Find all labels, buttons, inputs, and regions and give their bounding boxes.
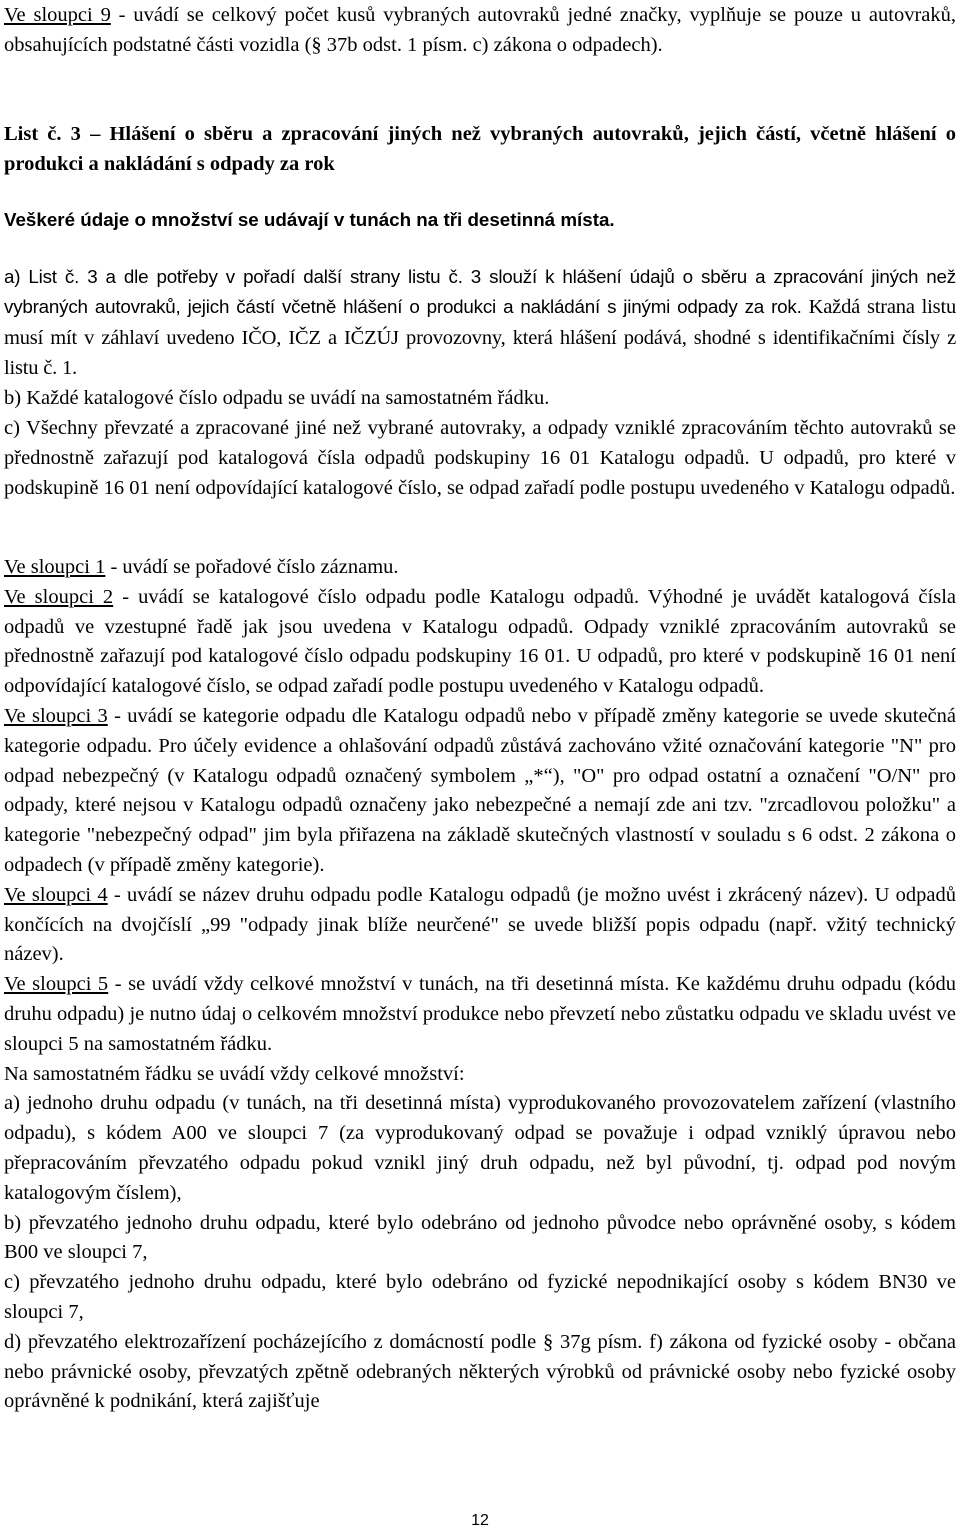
column-5-item-d: d) převzatého elektrozařízení pocházejícího z domácností podle § 37g písm. f) zákona od fyzické osoby - občana nebo právnické osoby, převzatých zpětně odebraných některých výrobků od právnické osoby nebo fyzické osoby oprávněné k podnikání, která zajišťuje [4, 1330, 956, 1413]
instruction-a-text-2: Každá strana listu musí mít v záhlaví uvedeno IČO, IČZ a IČZÚJ provozovny, která hlášení podává, shodné s identifikačními čísly z listu č. 1. [4, 295, 956, 380]
column-1-description [4, 553, 956, 583]
col5-label: Ve sloupci 5 [4, 973, 109, 996]
paragraph-col9 [4, 1, 956, 61]
column-5-description [4, 970, 956, 1059]
column-5-item-c: c) převzatého jednoho druhu odpadu, které bylo odebráno od fyzické nepodnikající osoby s kódem BN30 ve sloupci 7, [4, 1271, 956, 1323]
instruction-a [4, 262, 956, 384]
col2-text: - uvádí se katalogové číslo odpadu podle Katalogu odpadů. Výhodné je uvádět katalogová čísla odpadů ve vzestupné řadě jak jsou uvedena v Katalogu odpadů. Odpady vzniklé zpracováním autovraků se přednostně zařazují pod katalogové číslo odpadu podskupiny 16 01. U odpadů, pro které v podskupině 16 01 není odpovídající katalogové číslo, se odpad zařadí podle postupu uvedeného v Katalogu odpadů. [4, 585, 956, 698]
col4-text: - uvádí se název druhu odpadu podle Katalogu odpadů (je možno uvést i zkrácený název). U odpadů končících na dvojčíslí „99 "odpady jinak blíže neurčené" se uvede bližší popis odpadu (např. vžitý technický název). [4, 883, 956, 966]
units-note: Veškeré údaje o množství se udávají v tunách na tři desetinná místa. [4, 209, 615, 230]
column-2-description [4, 583, 956, 702]
col1-label: Ve sloupci 1 [4, 556, 106, 578]
instruction-a-text: a) List č. 3 a dle potřeby v pořadí další strany listu č. 3 slouží k hlášení údajů o sběru a zpracování jiných než vybraných autovraků, jejich částí včetně hlášení o produkci a nakládání s jinými odpady za rok. [4, 266, 956, 317]
col9-text: - uvádí se celkový počet kusů vybraných autovraků jedné značky, vyplňuje se pouze u autovraků, obsahujících podstatné části vozidla (§ 37b odst. 1 písm. c) zákona o odpadech). [4, 4, 956, 56]
column-3-description [4, 702, 956, 881]
col2-label: Ve sloupci 2 [4, 585, 114, 608]
col9-label: Ve sloupci 9 [4, 4, 111, 26]
column-5-item-a: a) jednoho druhu odpadu (v tunách, na tři desetinná místa) vyprodukovaného provozovatelem zařízení (vlastního odpadu), s kódem A00 ve sloupci 7 (za vyprodukovaný odpad se považuje i odpad vzniklý úpravou nebo přepracováním převzatého odpadu pokud vznikl jiný druh odpadu, než byl původní, tj. odpad pod novým katalogovým číslem), [4, 1092, 956, 1204]
col1-text: - uvádí se pořadové číslo záznamu. [105, 556, 399, 578]
col3-text: - uvádí se kategorie odpadu dle Katalogu odpadů nebo v případě změny kategorie se uvede skutečná kategorie odpadu. Pro účely evidence a ohlašování odpadů zůstává zachováno vžité označování kategorie "N" pro odpad nebezpečný (v Katalogu odpadů označený symbolem „*“), "O" pro odpad ostatní a označení "O/N" pro odpady, které nejsou v Katalogu odpadů označeny jako nebezpečné a nemají zde ani tzv. "zrcadlovou položku" a kategorie "nebezpečný odpad" jim byla přiřazena na základě skutečných vlastností v souladu s 6 odst. 2 zákona o odpadech (v případě změny kategorie). [4, 704, 956, 876]
column-4-description [4, 881, 956, 970]
page-number: 12 [471, 1512, 489, 1529]
instructions-block [4, 262, 956, 503]
col4-label: Ve sloupci 4 [4, 883, 108, 906]
columns-block [4, 553, 956, 1417]
column-5-item-b: b) převzatého jednoho druhu odpadu, které bylo odebráno od jednoho původce nebo oprávněné osoby, s kódem B00 ve sloupci 7, [4, 1211, 956, 1264]
instruction-c: c) Všechny převzaté a zpracované jiné než vybrané autovraky, a odpady vzniklé zpracováním těchto autovraků se přednostně zařazují pod katalogová čísla odpadů podskupiny 16 01 Katalogu odpadů. U odpadů, pro které v podskupině 16 01 není odpovídající katalogové číslo, se odpad zařadí podle postupu uvedeného v Katalogu odpadů. [4, 416, 956, 499]
col5-text: - se uvádí vždy celkové množství v tunách, na tři desetinná místa. Ke každému druhu odpadu (kódu druhu odpadu) je nutno údaj o celkovém množství produkce nebo převzetí nebo zůstatku odpadu ve skladu uvést ve sloupci 5 na samostatném řádku. [4, 973, 956, 1055]
section-heading: List č. 3 – Hlášení o sběru a zpracování jiných než vybraných autovraků, jejich částí, včetně hlášení o produkci a nakládání s odpady za rok [4, 123, 956, 175]
instruction-b: b) Každé katalogové číslo odpadu se uvádí na samostatném řádku. [4, 387, 550, 410]
column-5-intro: Na samostatném řádku se uvádí vždy celkové množství: [4, 1062, 465, 1085]
col3-label: Ve sloupci 3 [4, 704, 108, 727]
